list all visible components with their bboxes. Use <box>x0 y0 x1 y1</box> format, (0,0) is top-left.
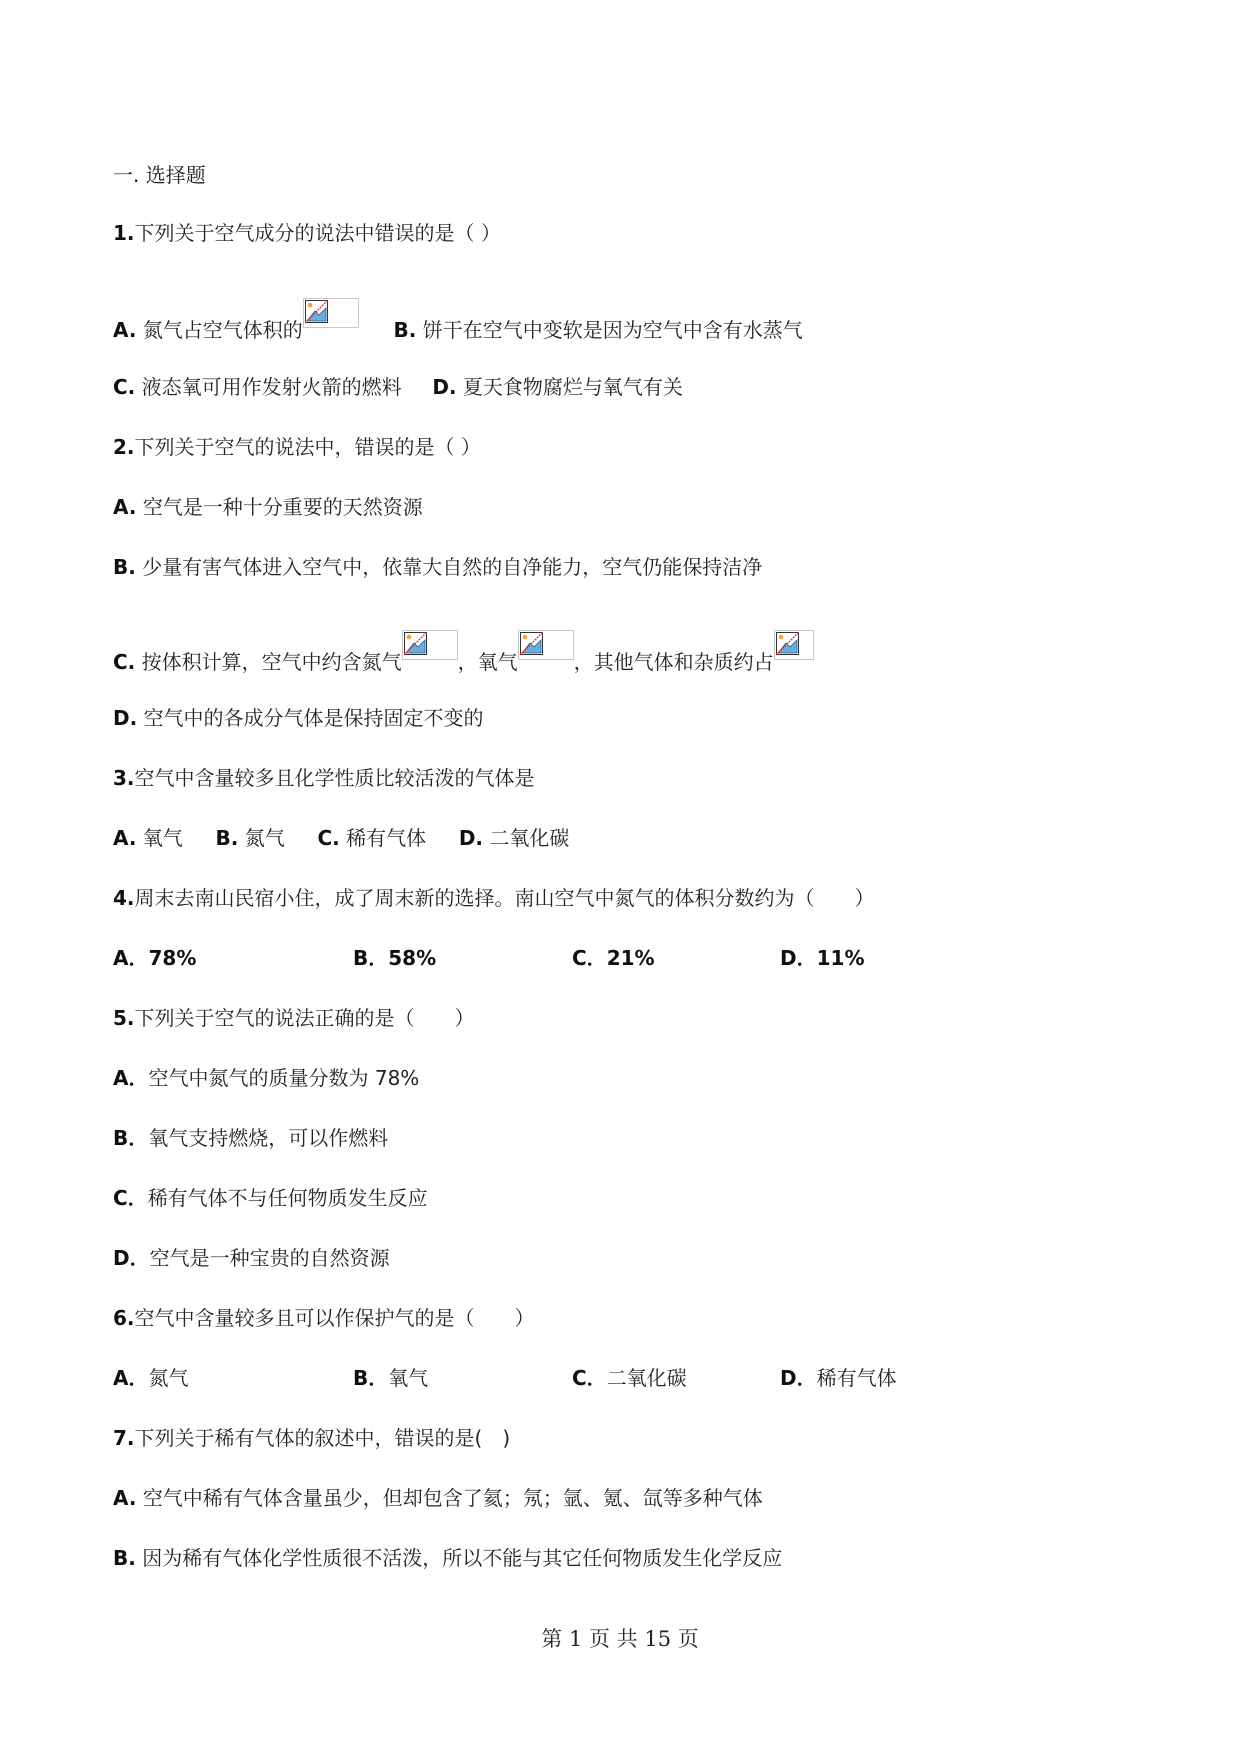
option-text: 空气是一种十分重要的天然资源 <box>142 495 423 519</box>
question-5-option-b <box>113 1126 388 1150</box>
question-number: 3. <box>113 766 135 790</box>
section-title-text: 一. 选择题 <box>113 163 206 187</box>
option-text: 夏天食物腐烂与氧气有关 <box>462 375 683 399</box>
question-7 <box>113 1426 510 1450</box>
option-a <box>113 946 196 970</box>
option-text: 11% <box>816 946 865 970</box>
option-text: ，其他气体和杂质约占 <box>573 650 774 674</box>
question-2 <box>113 435 481 459</box>
question-number: 4. <box>113 886 135 910</box>
question-number: 7. <box>113 1426 135 1450</box>
option-text: 二氧化碳 <box>489 826 570 850</box>
option-label: D． <box>113 1246 150 1270</box>
option-text: 58% <box>388 946 437 970</box>
question-number: 2. <box>113 435 135 459</box>
broken-image-icon <box>774 630 814 660</box>
question-2-option-c <box>113 630 814 674</box>
question-2-option-d <box>113 706 484 730</box>
option-label: B. <box>215 826 239 850</box>
question-6 <box>113 1306 535 1330</box>
question-2-option-a <box>113 495 423 519</box>
question-1-options-ab <box>113 298 803 342</box>
option-text: 氧气 <box>388 1366 429 1390</box>
question-number: 6. <box>113 1306 135 1330</box>
option-label: A． <box>113 946 149 970</box>
option-text: 饼干在空气中变软是因为空气中含有水蒸气 <box>422 318 803 342</box>
option-label: A． <box>113 1066 149 1090</box>
option-text: 氮气 <box>244 826 285 850</box>
question-3 <box>113 766 535 790</box>
section-title <box>113 163 206 187</box>
broken-image-icon <box>402 630 458 660</box>
question-5-option-a <box>113 1066 419 1090</box>
option-text: 液态氧可用作发射火箭的燃料 <box>141 375 402 399</box>
option-text: 按体积计算，空气中约含氮气 <box>141 650 402 674</box>
option-c <box>572 946 655 970</box>
option-text: 氧气支持燃烧，可以作燃料 <box>148 1126 389 1150</box>
option-text: 空气是一种宝贵的自然资源 <box>149 1246 390 1270</box>
option-label: A. <box>113 1486 137 1510</box>
question-4 <box>113 886 875 910</box>
option-text: 氧气 <box>142 826 183 850</box>
option-text: 78% <box>148 946 197 970</box>
option-label: C． <box>113 1186 148 1210</box>
question-stem: 下列关于空气的说法中，错误的是（ ） <box>134 435 481 459</box>
option-b <box>353 946 436 970</box>
option-label: D． <box>780 946 817 970</box>
option-text: 氮气占空气体积的 <box>142 318 303 342</box>
option-label: D. <box>458 826 484 850</box>
question-number: 5. <box>113 1006 135 1030</box>
question-stem: 下列关于空气成分的说法中错误的是（ ） <box>134 221 501 245</box>
page-number: 第 1 页 共 15 页 <box>541 1627 699 1651</box>
option-label: A. <box>113 495 137 519</box>
question-stem: 下列关于空气的说法正确的是（ ） <box>134 1006 475 1030</box>
option-text: 21% <box>606 946 655 970</box>
question-stem: 空气中含量较多且可以作保护气的是（ ） <box>134 1306 535 1330</box>
option-label: D. <box>113 706 138 730</box>
option-b <box>353 1366 428 1390</box>
option-text: 少量有害气体进入空气中，依靠大自然的自净能力，空气仍能保持洁净 <box>142 555 763 579</box>
option-label: C． <box>572 1366 607 1390</box>
question-1 <box>113 221 501 245</box>
option-label: C． <box>572 946 607 970</box>
question-5-option-d <box>113 1246 390 1270</box>
question-3-options <box>113 826 569 850</box>
option-label: C. <box>317 826 340 850</box>
option-label: C. <box>113 375 136 399</box>
broken-image-icon <box>303 298 359 328</box>
question-5 <box>113 1006 475 1030</box>
option-label: B． <box>113 1126 149 1150</box>
option-label: A. <box>113 826 137 850</box>
question-7-option-b <box>113 1546 782 1570</box>
question-5-option-c <box>113 1186 428 1210</box>
option-label: D. <box>432 375 457 399</box>
option-text: 空气中稀有气体含量虽少，但却包含了氦；氖；氩、氪、氙等多种气体 <box>142 1486 763 1510</box>
broken-image-icon <box>518 630 574 660</box>
option-text: 空气中的各成分气体是保持固定不变的 <box>143 706 484 730</box>
option-text: 稀有气体 <box>816 1366 897 1390</box>
option-label: A． <box>113 1366 149 1390</box>
option-text: 空气中氮气的质量分数为 78% <box>148 1066 420 1090</box>
option-a <box>113 1366 188 1390</box>
question-7-option-a <box>113 1486 763 1510</box>
option-c <box>572 1366 687 1390</box>
option-d <box>780 946 864 970</box>
option-label: B． <box>353 946 389 970</box>
question-stem: 下列关于稀有气体的叙述中，错误的是( ) <box>134 1426 511 1450</box>
option-text: 因为稀有气体化学性质很不活泼，所以不能与其它任何物质发生化学反应 <box>142 1546 783 1570</box>
option-label: B. <box>393 318 417 342</box>
question-1-options-cd <box>113 375 683 399</box>
option-label: A. <box>113 318 137 342</box>
option-text: ，氧气 <box>457 650 518 674</box>
question-stem: 周末去南山民宿小住，成了周末新的选择。南山空气中氮气的体积分数约为（ ） <box>134 886 875 910</box>
question-2-option-b <box>113 555 762 579</box>
option-label: D． <box>780 1366 817 1390</box>
option-text: 氮气 <box>148 1366 189 1390</box>
question-stem: 空气中含量较多且化学性质比较活泼的气体是 <box>134 766 535 790</box>
option-text: 二氧化碳 <box>606 1366 687 1390</box>
question-number: 1. <box>113 221 135 245</box>
option-d <box>780 1366 897 1390</box>
option-text: 稀有气体 <box>346 826 427 850</box>
option-label: B. <box>113 555 136 579</box>
option-label: B． <box>353 1366 389 1390</box>
option-label: B. <box>113 1546 136 1570</box>
option-label: C. <box>113 650 136 674</box>
page-footer <box>0 1623 1240 1653</box>
option-text: 稀有气体不与任何物质发生反应 <box>147 1186 428 1210</box>
